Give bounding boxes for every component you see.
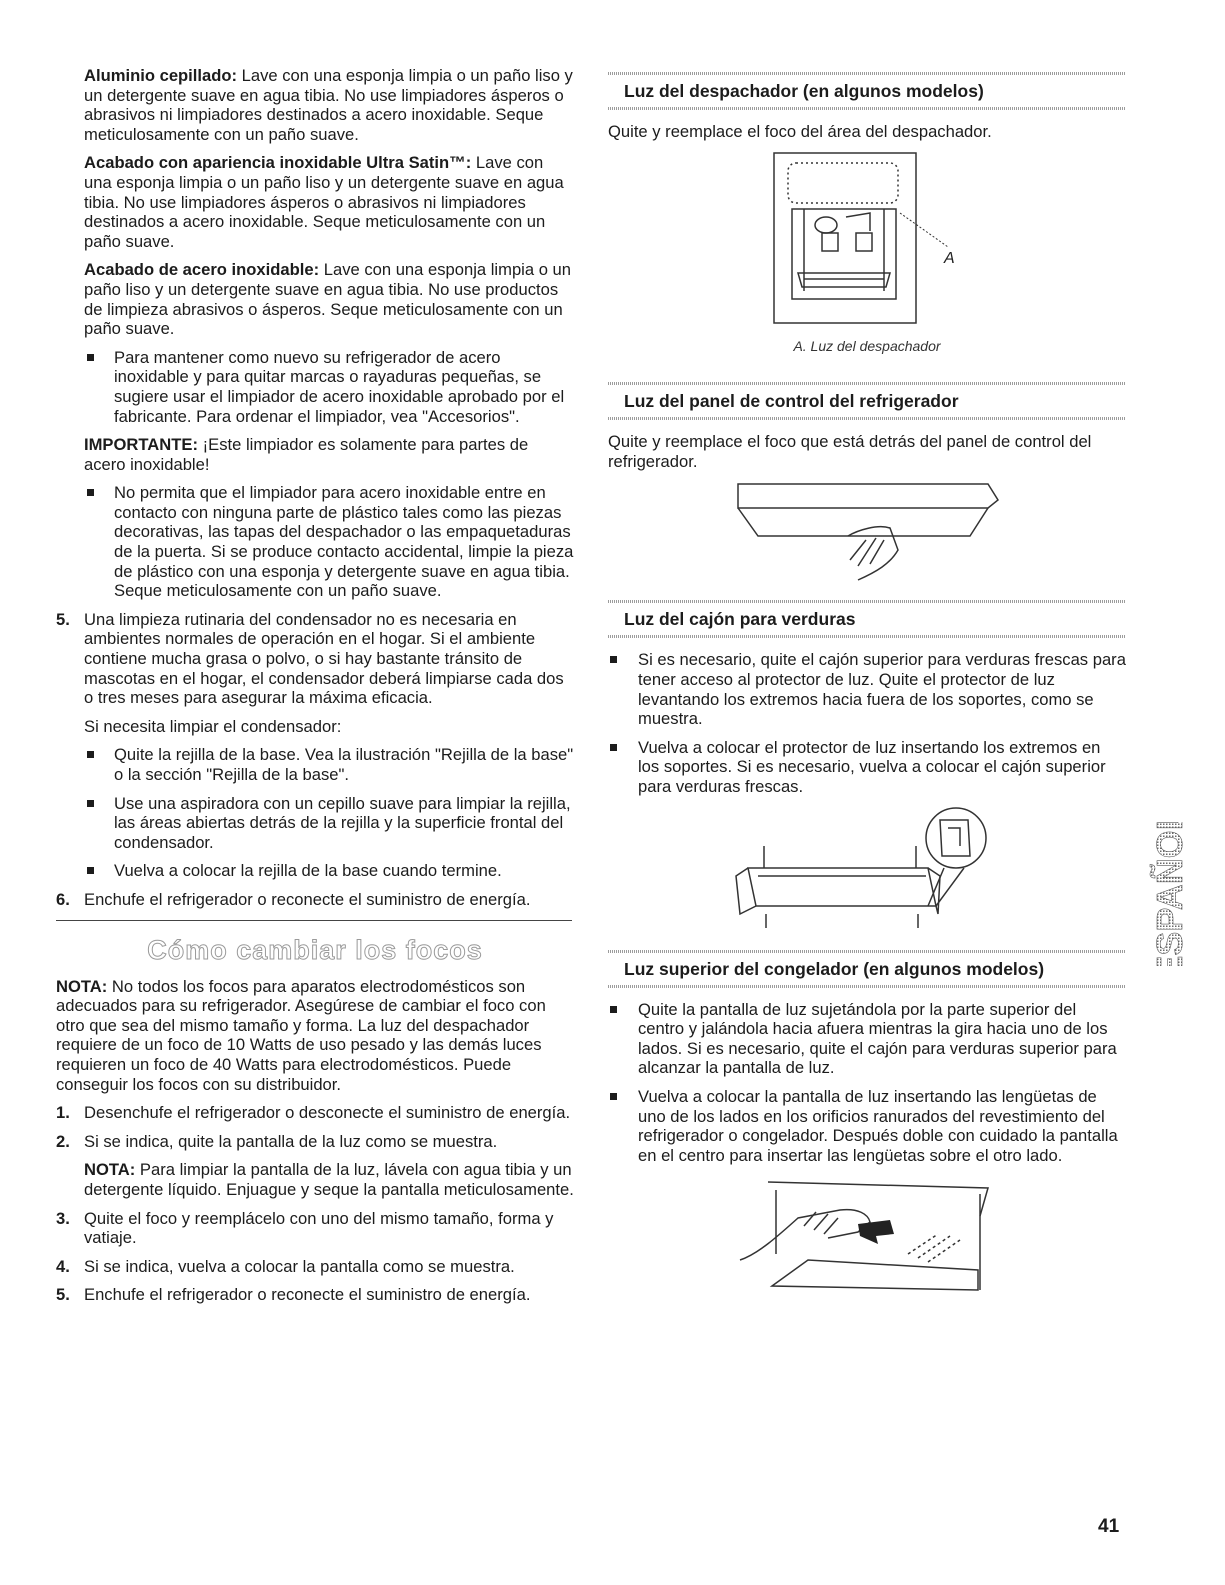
item-number: 6.: [56, 889, 70, 909]
side-tab-espanol: [1148, 822, 1192, 966]
section-heading: Luz del despachador (en algunos modelos): [624, 81, 984, 101]
section-heading: Luz del panel de control del refrigerador: [624, 391, 959, 412]
bullet-square-icon: [87, 489, 94, 496]
hatch-rule: [608, 417, 1126, 420]
item-text: Enchufe el refrigerador o reconecte el suministro de energía.: [84, 889, 531, 909]
numbered-item-5: [56, 610, 574, 708]
paragraph-aluminio: [84, 66, 574, 144]
term-text: Lave con una esponja limpia o un paño liso y un detergente suave en agua tibia. No use limpiadores ásperos o abrasivos ni limpiadores destinados a acero inoxidable. Seque meticulosamente con un paño suave.: [84, 66, 573, 144]
arrow-icon: [858, 1220, 894, 1244]
item-text: Una limpieza rutinaria del condensador no es necesaria en ambientes normales de operación en el hogar. Si el ambiente contiene mucha grasa o polvo, o si hay bastante tránsito de mascotas en el hogar, el condensador deberá limpiarse cada dos o tres meses para asegurar la máxima eficacia.: [84, 609, 564, 708]
side-tab-label: [1148, 822, 1192, 966]
bullet-item: [56, 483, 574, 601]
step-number: 1.: [56, 1103, 70, 1123]
bullet-square-icon: [87, 800, 94, 807]
bullet-text: Para mantener como nuevo su refrigerador de acero inoxidable y para quitar marcas o rayaduras pequeñas, se sugiere usar el limpiador de acero inoxidable aprobado por el fabricante. Para ordenar el limpiador, vea "Accesorios".: [114, 347, 565, 426]
step-number: 2.: [56, 1131, 70, 1151]
term-text: Lave con una esponja limpia o un paño liso y un detergente suave en agua tibia. No use productos de limpieza abrasivos o ásperos. Seque meticulosamente con un paño suave.: [84, 260, 571, 339]
bullet-square-icon: [87, 354, 94, 361]
term-label: Acabado con apariencia inoxidable Ultra Satin™:: [84, 153, 472, 173]
term-text: No todos los focos para aparatos electrodomésticos son adecuados para su refrigerador. Asegúrese de cambiar el foco con otro que sea del mismo tamaño y forma. La luz del despachador requiere de un foco de 10 Watts de uso pesado y las demás luces requieren un foco de 40 Watts para electrodomésticos. Puede conseguir los focos con su distribuidor.: [56, 976, 546, 1094]
term-label: NOTA:: [56, 976, 108, 996]
paragraph-si-necesita: Si necesita limpiar el condensador:: [84, 716, 342, 736]
section-heading: Luz del cajón para verduras: [624, 609, 856, 630]
step-number: 3.: [56, 1208, 70, 1228]
term-label: IMPORTANTE:: [84, 435, 198, 455]
step-text: Si se indica, quite la pantalla de la luz como se muestra.: [84, 1131, 498, 1151]
section-header-cajon-verduras: [608, 600, 1126, 638]
section-header-despachador: [608, 72, 1126, 110]
bullet-text: Quite la pantalla de luz sujetándola por la parte superior del centro y jalándola hacia afuera mientras la gira hacia uno de los lados. Si es necesario, quite el cajón para verduras superior para alcanzar la pantalla de luz.: [638, 999, 1117, 1078]
paragraph-acero-inoxidable: [84, 260, 574, 338]
crisper-light-illustration: [608, 806, 1126, 934]
bullet-item: [56, 861, 574, 881]
step-2-note: [84, 1160, 574, 1199]
hatch-rule: [608, 635, 1126, 638]
control-panel-illustration: [608, 480, 1126, 590]
step-number: 5.: [56, 1285, 70, 1305]
bullet-text: Vuelva a colocar el protector de luz insertando los extremos en los soportes. Si es necesario, vuelva a colocar el cajón superior para verduras frescas.: [638, 737, 1106, 796]
bullet-item: [56, 745, 574, 784]
bullet-item: [56, 794, 574, 853]
bullet-item: [608, 1000, 1126, 1078]
term-text: ¡Este limpiador es solamente para partes de acero inoxidable!: [84, 435, 529, 474]
term-label: Aluminio cepillado:: [84, 66, 238, 85]
section-divider: [56, 920, 572, 921]
crisper-light-drawing: [608, 806, 1126, 934]
step-2: [56, 1132, 574, 1152]
bullet-text: No permita que el limpiador para acero inoxidable entre en contacto con ninguna parte de plástico tales como las piezas decorativas, las tapas del despachador o las empaquetaduras de la puerta. Si se produce contacto accidental, limpie la pieza de plástico con una esponja y detergente suave en agua tibia. Seque meticulosamente con un paño suave.: [114, 483, 574, 601]
paragraph-nota: [56, 977, 574, 1095]
step-text: Quite el foco y reemplácelo con uno del mismo tamaño, forma y vatiaje.: [84, 1208, 554, 1248]
bullet-item: [608, 738, 1126, 797]
step-text: Si se indica, vuelva a colocar la pantalla como se muestra.: [84, 1256, 515, 1276]
freezer-light-drawing: [608, 1174, 1126, 1304]
paragraph-ultra-satin: [84, 153, 574, 251]
figure-caption: A. Luz del despachador: [793, 337, 941, 354]
step-4: [56, 1257, 574, 1277]
left-column: [56, 66, 574, 1314]
step-number: 4.: [56, 1256, 70, 1276]
section-text: Quite y reemplace el foco que está detrás del panel de control del refrigerador.: [608, 432, 1092, 471]
bullet-text: Quite la rejilla de la base. Vea la ilustración "Rejilla de la base" o la sección "Rejilla de la base".: [114, 745, 574, 784]
step-text: Desenchufe el refrigerador o desconecte el suministro de energía.: [84, 1103, 571, 1123]
control-panel-drawing: [608, 480, 1126, 590]
bullet-square-icon: [610, 1006, 617, 1013]
dispenser-drawing: [608, 151, 1126, 331]
term-label: NOTA:: [84, 1160, 136, 1180]
term-label: Acabado de acero inoxidable:: [84, 260, 320, 280]
bullet-item: [56, 348, 574, 426]
page-number: 41: [1098, 1516, 1120, 1537]
bullet-square-icon: [610, 656, 617, 663]
item-number: 5.: [56, 609, 70, 629]
side-tab-text: ESPAÑOL: [1149, 822, 1190, 966]
section-header-congelador: [608, 950, 1126, 988]
dispenser-illustration: [608, 151, 1126, 331]
section-heading: Luz superior del congelador (en algunos modelos): [624, 958, 1045, 979]
bullet-square-icon: [610, 744, 617, 751]
term-text: Lave con una esponja limpia o un paño liso y un detergente suave en agua tibia. No use limpiadores ásperos o abrasivos ni limpiadores destinados a acero inoxidable. Seque meticulosamente con un paño suave.: [84, 153, 564, 251]
bullet-item: [608, 650, 1126, 728]
bullet-square-icon: [87, 751, 94, 758]
freezer-light-illustration: [608, 1174, 1126, 1304]
bullet-item: [608, 1087, 1126, 1165]
section-text: Quite y reemplace el foco del área del despachador.: [608, 122, 992, 141]
numbered-item-6: [56, 890, 574, 910]
hatch-rule: [608, 985, 1126, 988]
callout-label: A: [944, 249, 955, 267]
step-1: [56, 1103, 574, 1123]
section-header-panel-control: [608, 382, 1126, 420]
bullet-text: Si es necesario, quite el cajón superior para verduras frescas para tener acceso al protector de luz. Quite el protector de luz levantando los extremos hacia fuera de los soportes, como se muestra.: [638, 650, 1126, 729]
bullet-text: Vuelva a colocar la pantalla de luz insertando las lengüetas de uno de los lados en los orificios ranurados del revestimiento del refrigerador o congelador. Después doble con cuidado la pantalla en el centro para insertar las lengüetas sobre el otro lado.: [638, 1086, 1118, 1165]
right-column: [608, 72, 1126, 1304]
section-title: Cómo cambiar los focos: [147, 934, 483, 965]
term-text: Para limpiar la pantalla de la luz, lávela con agua tibia y un detergente líquido. Enjuague y seque la pantalla meticulosamente.: [84, 1160, 574, 1199]
bullet-square-icon: [610, 1093, 617, 1100]
step-text: Enchufe el refrigerador o reconecte el suministro de energía.: [84, 1285, 531, 1305]
bullet-square-icon: [87, 867, 94, 874]
bullet-text: Vuelva a colocar la rejilla de la base cuando termine.: [114, 861, 502, 881]
step-3: [56, 1209, 574, 1248]
hatch-rule: [608, 107, 1126, 110]
bullet-text: Use una aspiradora con un cepillo suave para limpiar la rejilla, las áreas abiertas detrás de la rejilla y la superficie frontal del condensador.: [114, 793, 571, 852]
step-5: [56, 1285, 574, 1305]
paragraph-importante: [84, 435, 574, 474]
